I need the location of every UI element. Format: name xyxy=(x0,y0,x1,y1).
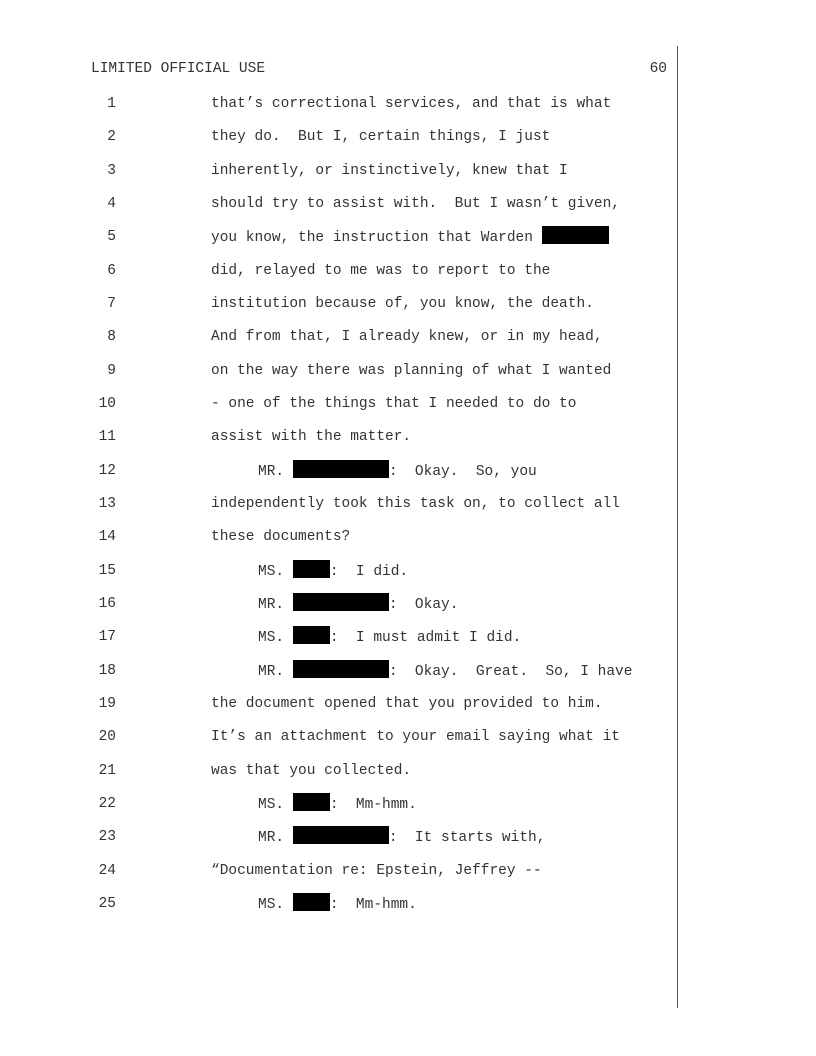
redaction-box xyxy=(293,560,330,578)
transcript-line xyxy=(0,326,677,348)
line-number: 23 xyxy=(98,829,116,845)
line-text: MS. : I did. xyxy=(258,560,408,583)
transcript-line xyxy=(0,126,677,148)
line-number: 16 xyxy=(98,596,116,612)
transcript-line xyxy=(0,893,677,915)
transcript-line xyxy=(0,193,677,215)
line-number: 3 xyxy=(107,163,116,179)
line-text: was that you collected. xyxy=(211,763,412,779)
line-text: MR. : Okay. Great. So, I have xyxy=(258,660,632,683)
line-number: 21 xyxy=(98,763,116,779)
transcript-line xyxy=(0,560,677,582)
line-text: that’s correctional services, and that is what xyxy=(211,96,612,112)
redaction-box xyxy=(293,626,330,644)
right-margin-rule xyxy=(677,46,678,1008)
line-number: 17 xyxy=(98,629,116,645)
redaction-box xyxy=(293,593,389,611)
transcript-line xyxy=(0,426,677,448)
line-text: inherently, or instinctively, knew that I xyxy=(211,163,568,179)
line-number: 20 xyxy=(98,729,116,745)
redaction-box xyxy=(293,893,330,911)
line-text: MR. : Okay. So, you xyxy=(258,460,537,483)
transcript-line xyxy=(0,626,677,648)
redaction-box xyxy=(293,793,330,811)
transcript-line xyxy=(0,593,677,615)
redaction-box xyxy=(293,660,389,678)
transcript-line xyxy=(0,693,677,715)
line-number: 25 xyxy=(98,896,116,912)
line-text: MS. : Mm-hmm. xyxy=(258,793,417,816)
line-number: 24 xyxy=(98,863,116,879)
transcript-line xyxy=(0,293,677,315)
line-number: 19 xyxy=(98,696,116,712)
line-number: 8 xyxy=(107,329,116,345)
transcript-line xyxy=(0,260,677,282)
line-text: they do. But I, certain things, I just xyxy=(211,129,551,145)
transcript-line xyxy=(0,760,677,782)
transcript-line xyxy=(0,726,677,748)
redaction-box xyxy=(542,226,609,244)
line-text: It’s an attachment to your email saying what it xyxy=(211,729,620,745)
line-number: 12 xyxy=(98,463,116,479)
line-number: 22 xyxy=(98,796,116,812)
line-number: 9 xyxy=(107,363,116,379)
transcript-line xyxy=(0,93,677,115)
transcript-line xyxy=(0,826,677,848)
page-number: 60 xyxy=(649,61,667,77)
line-number: 5 xyxy=(107,229,116,245)
line-text: these documents? xyxy=(211,529,351,545)
line-text: assist with the matter. xyxy=(211,429,412,445)
line-number: 2 xyxy=(107,129,116,145)
transcript-line xyxy=(0,793,677,815)
transcript-line xyxy=(0,460,677,482)
transcript-line xyxy=(0,526,677,548)
transcript-line xyxy=(0,860,677,882)
line-text: should try to assist with. But I wasn’t given, xyxy=(211,196,620,212)
line-text: did, relayed to me was to report to the xyxy=(211,263,551,279)
line-number: 1 xyxy=(107,96,116,112)
line-number: 18 xyxy=(98,663,116,679)
line-text: on the way there was planning of what I wanted xyxy=(211,363,612,379)
page-header xyxy=(91,61,667,81)
transcript-line xyxy=(0,660,677,682)
line-text: MS. : Mm-hmm. xyxy=(258,893,417,916)
line-number: 6 xyxy=(107,263,116,279)
transcript-line xyxy=(0,493,677,515)
transcript-line xyxy=(0,226,677,248)
redaction-box xyxy=(293,460,389,478)
line-number: 10 xyxy=(98,396,116,412)
line-text: MR. : Okay. xyxy=(258,593,458,616)
line-text: - one of the things that I needed to do to xyxy=(211,396,577,412)
line-text: “Documentation re: Epstein, Jeffrey -- xyxy=(211,863,542,879)
transcript-line xyxy=(0,160,677,182)
line-text: And from that, I already knew, or in my head, xyxy=(211,329,603,345)
redaction-box xyxy=(293,826,389,844)
line-number: 4 xyxy=(107,196,116,212)
line-number: 15 xyxy=(98,563,116,579)
line-text: MR. : It starts with, xyxy=(258,826,545,849)
line-text: you know, the instruction that Warden xyxy=(211,226,609,249)
transcript-line xyxy=(0,360,677,382)
line-number: 14 xyxy=(98,529,116,545)
transcript-line xyxy=(0,393,677,415)
classification-label: LIMITED OFFICIAL USE xyxy=(91,61,266,77)
line-number: 11 xyxy=(98,429,116,445)
line-text: independently took this task on, to collect all xyxy=(211,496,620,512)
line-text: MS. : I must admit I did. xyxy=(258,626,521,649)
line-text: institution because of, you know, the death. xyxy=(211,296,594,312)
line-number: 13 xyxy=(98,496,116,512)
line-number: 7 xyxy=(107,296,116,312)
line-text: the document opened that you provided to him. xyxy=(211,696,603,712)
